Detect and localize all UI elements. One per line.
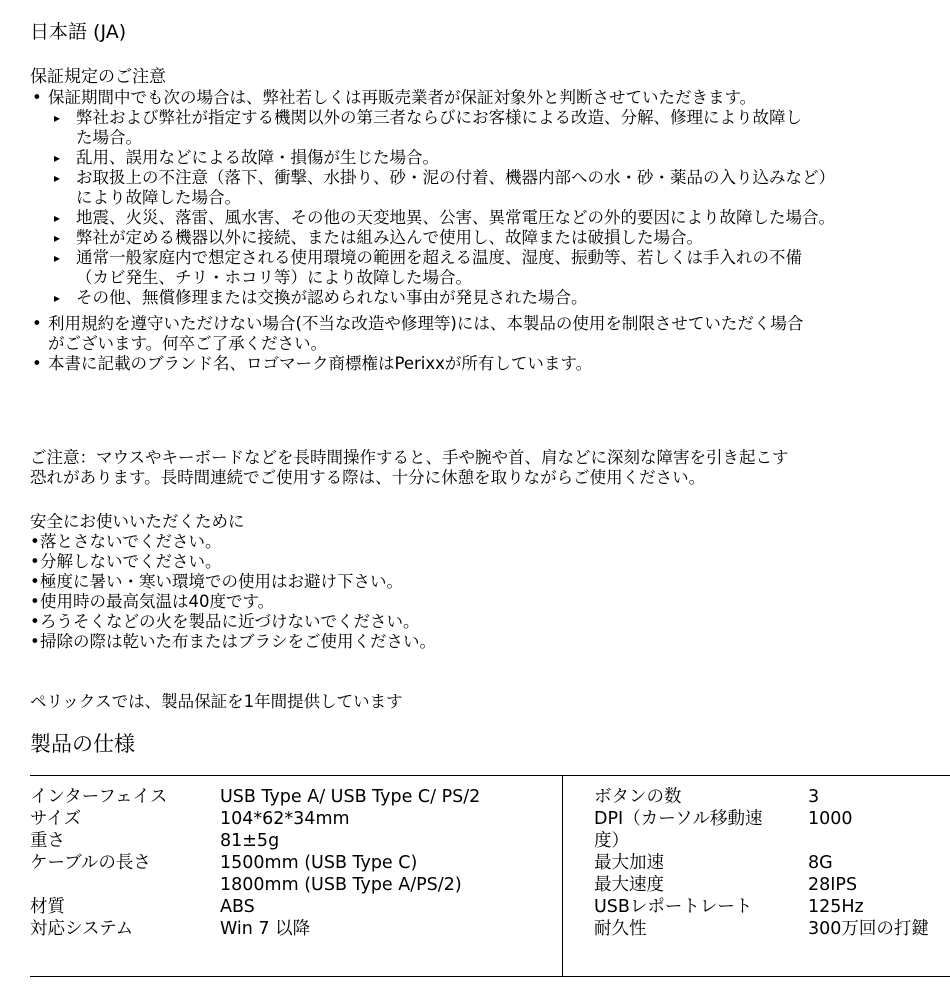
exclusion-text: 弊社が定める機器以外に接続、または組み込んで使用し、故障または破損した場合。 bbox=[76, 228, 703, 247]
exclusion-item bbox=[30, 168, 948, 208]
exclusion-list bbox=[30, 108, 948, 308]
exclusion-text: により故障した場合。 bbox=[76, 188, 241, 207]
spec-row bbox=[30, 830, 480, 852]
spec-label: DPI（カーソル移動速度） bbox=[594, 809, 763, 851]
specs-bottom-rule bbox=[30, 976, 950, 977]
exclusion-item bbox=[30, 288, 948, 308]
spec-label: ケーブルの長さ bbox=[30, 853, 151, 873]
spec-label: インターフェイス bbox=[30, 787, 168, 807]
safety-item: • 極度に暑い・寒い環境での使用はお避け下さい。 bbox=[30, 572, 948, 592]
spec-row bbox=[594, 874, 929, 896]
exclusion-item bbox=[30, 228, 948, 248]
spec-value: Win 7 以降 bbox=[220, 919, 311, 939]
terms-bullet bbox=[30, 314, 948, 354]
exclusion-item bbox=[30, 208, 948, 228]
spec-label: 重さ bbox=[30, 831, 65, 851]
exclusion-text: その他、無償修理または交換が認められない事由が発見された場合。 bbox=[76, 288, 588, 307]
spec-value: 28IPS bbox=[808, 875, 858, 895]
safety-item: • 使用時の最高気温は40度です。 bbox=[30, 592, 948, 612]
spec-label: 対応システム bbox=[30, 919, 134, 939]
spec-value: 1500mm (USB Type C) bbox=[220, 853, 418, 873]
spec-value: 81±5g bbox=[220, 831, 280, 851]
specs-column-divider bbox=[562, 775, 563, 976]
spec-row bbox=[30, 786, 480, 808]
spec-row bbox=[594, 918, 929, 940]
spec-row bbox=[594, 786, 929, 808]
spec-label: サイズ bbox=[30, 809, 82, 829]
exclusion-text: 地震、火災、落雷、風水害、その他の天変地異、公害、異常電圧などの外的要因により故障した場合。 bbox=[76, 208, 835, 227]
spec-row bbox=[594, 896, 929, 918]
warranty-bullet bbox=[30, 88, 948, 108]
exclusion-text: お取扱上の不注意（落下、衝撃、水掛り、砂・泥の付着、機器内部への水・砂・薬品の入り込みなど） bbox=[76, 168, 835, 187]
spec-row bbox=[30, 918, 480, 940]
safety-item: • 掃除の際は乾いた布またはブラシをご使用ください。 bbox=[30, 632, 948, 652]
spec-value: 1800mm (USB Type A/PS/2) bbox=[220, 875, 462, 895]
safety-item: • 分解しないでください。 bbox=[30, 552, 948, 572]
spec-value: 104*62*34mm bbox=[220, 809, 350, 829]
spec-row bbox=[30, 896, 480, 918]
exclusion-item bbox=[30, 108, 948, 148]
caution-line: ご注意：マウスやキーボードなどを長時間操作すると、手や腕や首、肩などに深刻な障害を引き起こす bbox=[30, 448, 789, 467]
caution-line: 恐れがあります。長時間連続でご使用する際は、十分に休憩を取りながらご使用ください。 bbox=[30, 468, 706, 487]
exclusion-text: （カビ発生、チリ・ホコリ等）により故障した場合。 bbox=[76, 268, 472, 287]
trademark-bullet bbox=[30, 354, 948, 374]
caution-paragraph bbox=[30, 448, 948, 488]
exclusion-text: 通常一般家庭内で想定される使用環境の範囲を超える温度、湿度、振動等、若しくは手入れの不備 bbox=[76, 248, 802, 267]
spec-row bbox=[30, 808, 480, 830]
spec-value: 8G bbox=[808, 853, 833, 873]
warranty-note: ペリックスでは、製品保証を1年間提供しています bbox=[30, 692, 403, 711]
spec-value: USB Type A/ USB Type C/ PS/2 bbox=[220, 787, 481, 807]
language-title: 日本語 (JA) bbox=[30, 21, 127, 43]
spec-value: ABS bbox=[220, 897, 255, 917]
terms-text: がございます。何卒ご了承ください。 bbox=[48, 334, 328, 353]
specs-left-column bbox=[30, 786, 480, 940]
trademark-text: 本書に記載のブランド名、ロゴマーク商標権はPerixxが所有しています。 bbox=[48, 354, 593, 373]
spec-label: ボタンの数 bbox=[594, 787, 682, 807]
spec-label: 耐久性 bbox=[594, 919, 647, 939]
exclusion-text: 乱用、誤用などによる故障・損傷が生じた場合。 bbox=[76, 148, 439, 167]
spec-label: 材質 bbox=[30, 897, 65, 917]
safety-item: • ろうそくなどの火を製品に近づけないでください。 bbox=[30, 612, 948, 632]
specs-title: 製品の仕様 bbox=[30, 732, 135, 756]
exclusion-text: 弊社および弊社が指定する機関以外の第三者ならびにお客様による改造、分解、修理により故障し bbox=[76, 108, 802, 127]
spec-row bbox=[30, 852, 480, 896]
safety-section bbox=[30, 512, 948, 652]
spec-label: 最大加速 bbox=[594, 853, 664, 873]
terms-text: 利用規約を遵守いただけない場合(不当な改造や修理等)には、本製品の使用を制限させていただく場合 bbox=[48, 314, 804, 333]
spec-value: 300万回の打鍵 bbox=[808, 919, 929, 939]
exclusion-item bbox=[30, 148, 948, 168]
spec-row bbox=[594, 808, 929, 852]
spec-label: 最大速度 bbox=[594, 875, 664, 895]
exclusion-item bbox=[30, 248, 948, 288]
specs-top-rule bbox=[30, 775, 950, 776]
warranty-heading: 保証規定のご注意 bbox=[30, 67, 166, 87]
spec-row bbox=[594, 852, 929, 874]
spec-label: USBレポートレート bbox=[594, 897, 753, 917]
safety-heading: 安全にお使いいただくために bbox=[30, 512, 245, 531]
warranty-section bbox=[30, 66, 948, 374]
warranty-bullet-text: 保証期間中でも次の場合は、弊社若しくは再販売業者が保証対象外と判断させていただきます。 bbox=[48, 88, 757, 107]
spec-value: 3 bbox=[808, 787, 820, 807]
specs-right-column bbox=[594, 786, 929, 940]
spec-value: 1000 bbox=[808, 809, 853, 829]
spec-value: 125Hz bbox=[808, 897, 864, 917]
safety-item: • 落とさないでください。 bbox=[30, 532, 948, 552]
exclusion-text: た場合。 bbox=[76, 128, 142, 147]
